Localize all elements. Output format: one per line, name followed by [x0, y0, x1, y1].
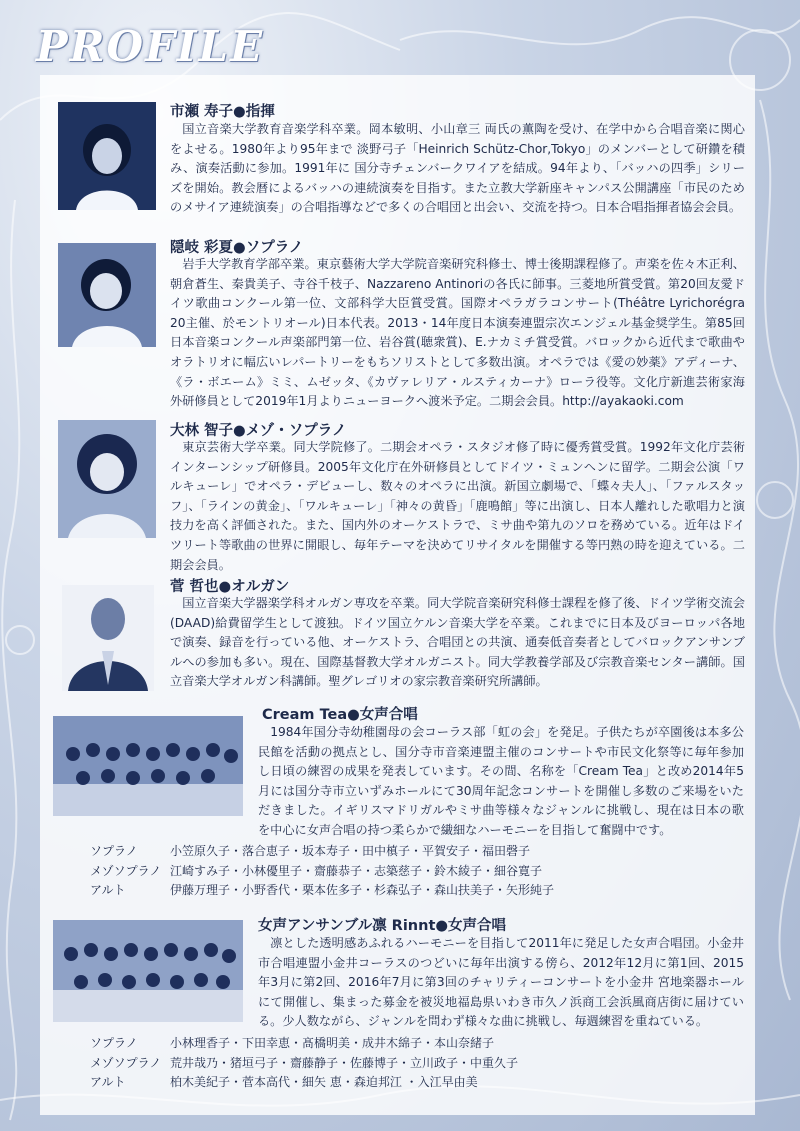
profile-bio: 国立音楽大学教育音楽学科卒業。岡本敏明、小山章三 両氏の薫陶を受け、在学中から合唱音楽に関心をよせる。1980年より95年まで 淡野弓子「Heinrich Schütz-Chor,Tokyo」のメンバーとして研鑽を積み、演奏活動に参加。1991年に 国分寺チェンバークワイアを結成。94年より、「バッハの四季」シリーズを開始。教会暦によるバッハの連続演奏を目指す。また立教大学新座キャンパス公開講座「市民のためのメサイア連続演奏」の合唱指導などで多くの合唱団と出会い、交流を持つ。日本合唱指揮者協会会員。 [170, 122, 745, 215]
group-photo-cream-tea [53, 716, 243, 816]
choir-bio: 凛とした透明感あふれるハーモニーを目指して2011年に発足した女声合唱団。小金井市合唱連盟小金井コーラスのつどいに毎年出演する傍ら、2012年12月に第1回、2015年3月に第2回、2016年7月に第3回のチャリティーコンサートを小金井 宮地楽器ホールにて開催し、集まった募金を被災地福島県いわき市久ノ浜商工会浜風商店街に届けている。少人数ながら、ジャンルを問わず様々な曲に挑戦し、毎週練習を重ねている。 [258, 936, 744, 1029]
portrait-organist [62, 585, 154, 691]
voice-part: ソプラノ [90, 1036, 138, 1050]
member-names: 荒井哉乃・猪垣弓子・齋藤静子・佐藤博子・立川政子・中重久子 [170, 1055, 519, 1070]
profile-bio: 国立音楽大学器楽学科オルガン専攻を卒業。同大学院音楽研究科修士課程を修了後、ドイツ学術交流会(DAAD)給費留学生として渡独。ドイツ国立ケルン音楽大学を卒業。これまでに日本及びヨーロッパ各地で演奏、録音を行っている他、オーケストラ、合唱団との共演、通奏低音奏者としてバロックアンサンブルへの参加も多い。現在、国際基督教大学オルガニスト。同大学教養学部及び宗教音楽センター講師。国立音楽大学オルガン科講師。聖グレゴリオの家宗教音楽研究所講師。 [170, 596, 745, 689]
member-row [90, 1034, 518, 1054]
choir-name: 女声アンサンブル凛 Rinnt●女声合唱 [258, 918, 507, 934]
member-row [90, 862, 554, 882]
member-names: 伊藤万理子・小野香代・栗本佐多子・杉森弘子・森山扶美子・矢形純子 [170, 883, 555, 897]
portrait-soprano [58, 243, 156, 347]
voice-part: ソプラノ [90, 844, 138, 858]
portrait-conductor [58, 102, 156, 210]
portrait-image [58, 420, 156, 538]
voice-part: アルト [90, 1075, 126, 1089]
voice-part: メゾソプラノ [90, 863, 162, 878]
voice-part: アルト [90, 883, 126, 897]
group-image [53, 920, 243, 1022]
member-list [90, 1034, 518, 1093]
choir-bio: 1984年国分寺幼稚園母の会コーラス部「虹の会」を発足。子供たちが卒園後は本多公民館を活動の拠点とし、国分寺市音楽連盟主催のコンサートや市民文化祭等に毎年参加し日頃の練習の成果を発表しています。その間、名称を「Cream Tea」と改め2014年5月には国分寺市立いずみホールにて30周年記念コンサートを開催し多数のご来場をいただきました。イギリスマドリガルやミサ曲等様々なジャンルに挑戦し、現在は日本の歌を中心に女声合唱の持つ柔らかで繊細なハーモニーを目指して奮闘中です。 [258, 725, 744, 837]
member-row [90, 1073, 518, 1093]
member-row [90, 881, 554, 901]
portrait-image [58, 102, 156, 210]
group-image [53, 716, 243, 816]
profile-name: 大林 智子●メゾ・ソプラノ [170, 423, 347, 439]
member-list [90, 842, 554, 901]
voice-part: メゾソプラノ [90, 1055, 162, 1070]
choir-name: Cream Tea●女声合唱 [262, 707, 418, 723]
member-names: 柏木美紀子・菅本高代・細矢 恵・森迫邦江 ・入江早由美 [170, 1075, 478, 1089]
portrait-mezzo [58, 420, 156, 538]
portrait-image [62, 585, 154, 691]
member-names: 江崎すみ子・小林優里子・齋藤恭子・志築慈子・鈴木綾子・細谷寛子 [170, 863, 543, 878]
portrait-image [58, 243, 156, 347]
member-names: 小笠原久子・落合恵子・坂本寿子・田中槙子・平賀安子・福田磬子 [170, 844, 531, 858]
profile-name: 隠岐 彩夏●ソプラノ [170, 240, 304, 256]
profile-name: 市瀬 寿子●指揮 [170, 104, 275, 120]
page-title: PROFILE [36, 22, 265, 71]
member-row [90, 1054, 518, 1074]
profile-name: 菅 哲也●オルガン [170, 579, 290, 595]
group-photo-rinnt [53, 920, 243, 1022]
profile-bio: 東京芸術大学卒業。同大学院修了。二期会オペラ・スタジオ修了時に優秀賞受賞。1992年文化庁芸術インターンシップ研修員。2005年文化庁在外研修員としてドイツ・ミュンヘンに留学。二期会公演「ワルキューレ」でオペラ・デビューし、数々のオペラに出演。新国立劇場で、「蝶々夫人」、「ファルスタッフ」、「ラインの黄金」、「ワルキューレ」「神々の黄昏」「鹿鳴館」等に出演し、日本人離れした歌唱力と演技力を高く評価された。また、国内外のオーケストラで、ミサ曲や第九のソロを務めている。近年はドイツリート等歌曲の世界に開眼し、毎年テーマを決めてリサイタルを開催する等円熟の時を迎えている。二期会会員。 [170, 440, 745, 572]
member-names: 小林理香子・下田幸恵・髙橋明美・成井木綿子・本山奈緒子 [170, 1036, 495, 1050]
member-row [90, 842, 554, 862]
profile-bio: 岩手大学教育学部卒業。東京藝術大学大学院音楽研究科修士、博士後期課程修了。声楽を佐々木正利、朝倉蒼生、秦貴美子、寺谷千枝子、Nazzareno Antinoriの各氏に師事。三菱地所賞受賞。第20回友愛ドイツ歌曲コンクール第一位、文部科学大臣賞受賞。国際オペラガラコンサート(Théâtre Lyrichorégra 20主催、於モントリオール)日本代表。2013・14年度日本演奏連盟宗次エンジェル基金奨学生。第85回日本音楽コンクール声楽部門第一位、岩谷賞(聴衆賞)、E.ナカミチ賞受賞。バロックから近代まで歌曲やオラトリオに幅広いレパートリーをもちソリストとして多数出演。オペラでは《愛の妙薬》アディーナ、《ラ・ボエーム》ミミ、ムゼッタ、《カヴァレリア・ルスティカーナ》ローラ役等。文化庁新進芸術家海外研修員として2019年1月よりニューヨークへ渡米予定。二期会会員。http://ayakaoki.com [170, 257, 745, 409]
